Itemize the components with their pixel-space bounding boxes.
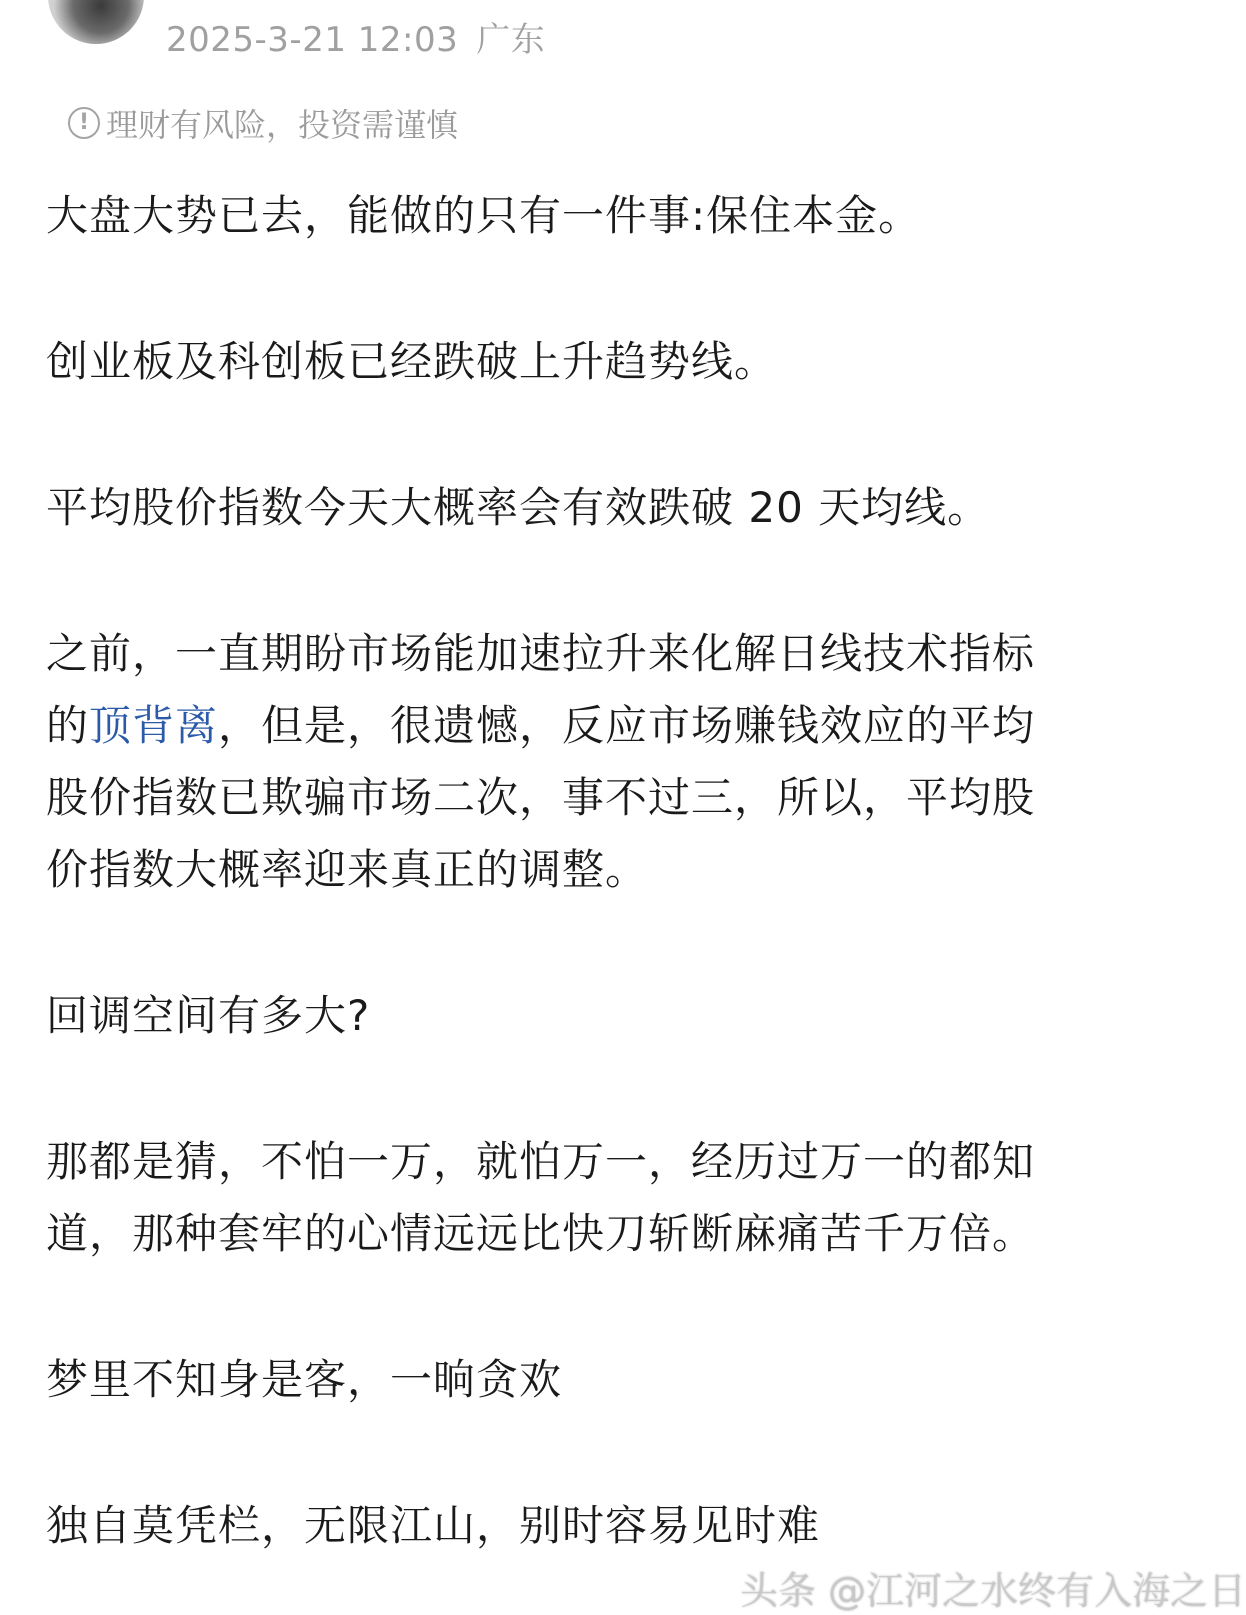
paragraph-5: 回调空间有多大? [46,991,371,1040]
paragraph-4-text: ，但是，很遗憾，反应市场赚钱效应的平均 [218,701,1036,750]
paragraph-6-line-2: 道，那种套牢的心情远远比快刀斩断麻痛苦千万倍。 [46,1209,1036,1258]
paragraph-4-line-2 [46,690,1136,762]
paragraph-4 [46,618,1136,906]
risk-notice-text: 理财有风险，投资需谨慎 [106,106,459,144]
link-ding-bei-li[interactable]: 顶背离 [89,701,219,750]
watermark: 头条 @江河之水终有入海之日 [740,1569,1246,1613]
warning-icon: ! [68,107,100,139]
paragraph-4-line-1: 之前，一直期盼市场能加速拉升来化解日线技术指标 [46,629,1036,678]
paragraph-1: 大盘大势已去，能做的只有一件事:保住本金。 [46,191,922,240]
paragraph-2: 创业板及科创板已经跌破上升趋势线。 [46,337,778,386]
post-meta [166,12,545,61]
paragraph-4-line-4: 价指数大概率迎来真正的调整。 [46,845,649,894]
paragraph-3: 平均股价指数今天大概率会有效跌破 20 天均线。 [46,483,991,532]
article-body [46,180,1136,1562]
paragraph-8: 独自莫凭栏，无限江山，别时容易见时难 [46,1501,821,1550]
paragraph-4-text: 的 [46,701,90,750]
paragraph-6-line-1: 那都是猜，不怕一万，就怕万一，经历过万一的都知 [46,1137,1036,1186]
post-header [0,0,1170,70]
paragraph-4-line-3: 股价指数已欺骗市场二次，事不过三，所以，平均股 [46,773,1036,822]
avatar[interactable] [48,0,144,44]
risk-notice [68,100,458,146]
paragraph-7: 梦里不知身是客，一晌贪欢 [46,1355,563,1404]
post-timestamp: 2025-3-21 12:03 [166,20,459,60]
post-location: 广东 [476,20,546,60]
paragraph-6 [46,1126,1136,1270]
